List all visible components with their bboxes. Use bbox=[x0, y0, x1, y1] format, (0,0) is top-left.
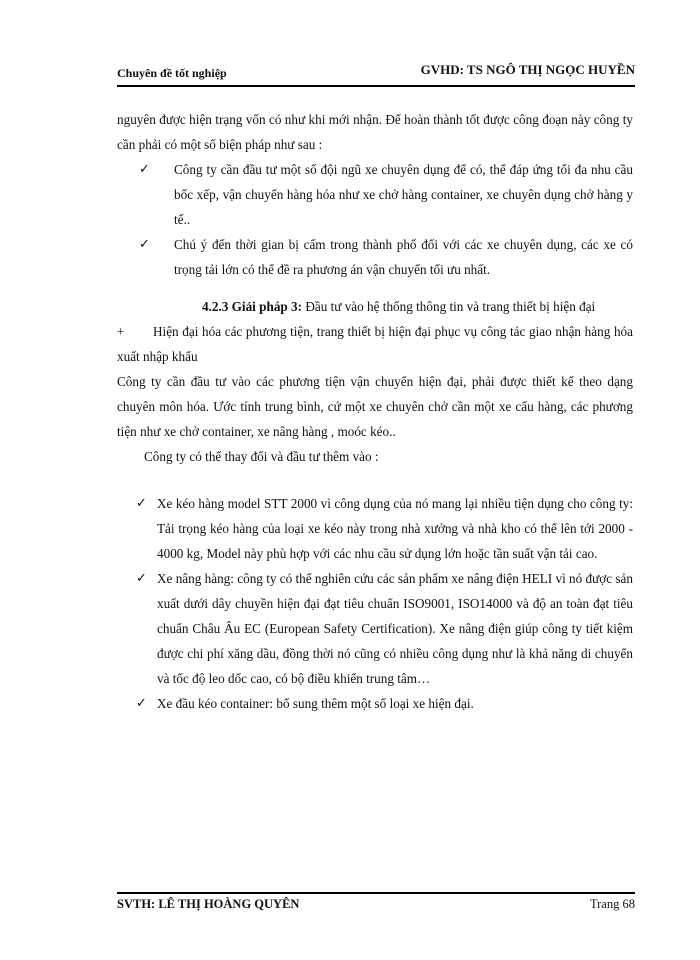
footer-student: SVTH: LÊ THỊ HOÀNG QUYÊN bbox=[117, 897, 300, 911]
plus-item bbox=[117, 319, 633, 369]
paragraph-changes: Công ty có thể thay đổi và đầu tư thêm vào : bbox=[144, 449, 379, 464]
plus-marker: + bbox=[117, 324, 125, 339]
paragraph-investment: Công ty cần đầu tư vào các phương tiện vận chuyển hiện đại, phải được thiết kế theo dạng chuyên môn hóa. Ước tính trung bình, cứ một xe chuyên chở cần một xe cẩu hàng, các phương tiện như xe chở container, xe nâng hàng , moóc kéo.. bbox=[117, 374, 633, 439]
list-item bbox=[117, 691, 633, 716]
check-icon: ✓ bbox=[136, 571, 147, 586]
list-item-text: Xe kéo hàng model STT 2000 vì công dụng của nó mang lại nhiều tiện dụng cho công ty: Tải trọng kéo hàng của loại xe kéo này trong nhà xưởng và nhà kho có thể lên tới 2000 - 4000 kg, Model này phù hợp với các nhu cầu sử dụng lớn hoặc tần suất vận tải cao. bbox=[157, 496, 633, 561]
page-number: Trang 68 bbox=[589, 897, 635, 911]
paragraph-intro: nguyên được hiện trạng vốn có như khi mới nhận. Để hoàn thành tốt được công đoạn này công ty cần phải có một số biện pháp như sau : bbox=[117, 112, 633, 152]
check-item-1 bbox=[117, 157, 633, 232]
section-heading-text: Đầu tư vào hệ thống thông tin và trang thiết bị hiện đại bbox=[305, 299, 596, 314]
page-header bbox=[117, 60, 635, 86]
list-item-text: Xe đầu kéo container: bổ sung thêm một số loại xe hiện đại. bbox=[157, 696, 474, 711]
header-rule bbox=[117, 85, 635, 87]
page-body bbox=[117, 107, 633, 716]
list-item bbox=[117, 566, 633, 691]
check-icon: ✓ bbox=[139, 162, 150, 177]
section-heading bbox=[117, 294, 633, 319]
header-supervisor: GVHD: TS NGÔ THỊ NGỌC HUYỀN bbox=[420, 62, 635, 77]
check-icon: ✓ bbox=[136, 496, 147, 511]
check-item-text: Chú ý đến thời gian bị cấm trong thành phố đối với các xe chuyên dụng, các xe có trọng tải lớn có thể đề ra phương án vận chuyển tối ưu nhất. bbox=[174, 237, 633, 277]
check-item-2 bbox=[117, 232, 633, 282]
header-document-type: Chuyên đề tốt nghiệp bbox=[117, 66, 227, 80]
check-item-text: Công ty cần đầu tư một số đội ngũ xe chuyên dụng để có, thể đáp ứng tối đa nhu cầu bốc xếp, vận chuyển hàng hóa như xe chở hàng container, xe chuyên dụng chở hàng y tế.. bbox=[174, 162, 633, 227]
check-icon: ✓ bbox=[139, 237, 150, 252]
check-icon: ✓ bbox=[136, 696, 147, 711]
footer-rule bbox=[117, 892, 635, 894]
list-item bbox=[117, 491, 633, 566]
plus-item-text: Hiện đại hóa các phương tiện, trang thiết bị hiện đại phục vụ công tác giao nhận hàng hóa xuất nhập khẩu bbox=[117, 324, 633, 364]
list-item-text: Xe nâng hàng: công ty có thể nghiên cứu các sản phẩm xe nâng điện HELI vì nó được sản xuất dưới dây chuyền hiện đại đạt tiêu chuẩn ISO9001, ISO14000 và độ an toàn đạt tiêu chuẩn Châu Âu EC (European Safety Certification). Xe nâng điện giúp công ty tiết kiệm được chi phí xăng dầu, đồng thời nó cũng có nhiều công dụng như là khả năng di chuyển và tốc độ leo dốc cao, có bộ điều khiển trung tâm… bbox=[157, 571, 633, 686]
section-heading-label: 4.2.3 Giải pháp 3: bbox=[202, 299, 303, 314]
equipment-list bbox=[117, 491, 633, 716]
